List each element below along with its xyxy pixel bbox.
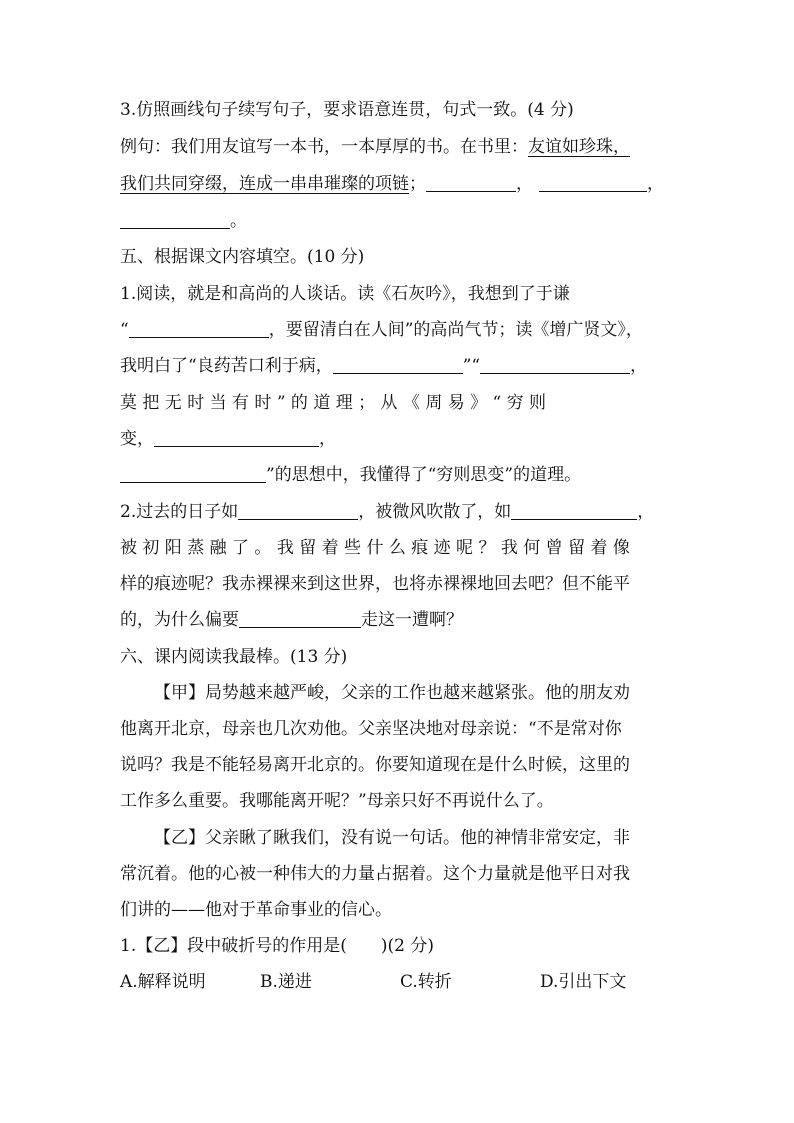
s5-blank-7[interactable] [511, 501, 637, 520]
option-b[interactable]: B.递进 [260, 972, 312, 992]
passage-jia-line2: 他离开北京，母亲也几次劝他。父亲坚决地对母亲说：“不是常对你 [120, 719, 622, 739]
q3-example-line1 [120, 135, 680, 159]
q3-example-underlined-2: 我们共同穿缀，连成一串串璀璨的项链 [120, 174, 409, 194]
q3-answer-blank-2[interactable] [539, 173, 647, 192]
section5-heading: 五、根据课文内容填空。(10 分) [120, 247, 365, 267]
s5-p1-line4: 莫 把 无 时 当 有 时 ” 的 道 理 ； 从 《 周 易 》 “ 穷 则 [120, 393, 547, 413]
s6-question-1: 1.【乙】段中破折号的作用是( )(2 分) [120, 936, 434, 956]
s5-blank-5[interactable] [120, 464, 266, 483]
q3-example-text: 例句：我们用友谊写一本书，一本厚厚的书。在书里： [120, 137, 528, 157]
s5-p2-line4: 的，为什么偏要 走这一遭啊？ [120, 610, 463, 630]
passage-yi-line1: 【乙】父亲瞅了瞅我们，没有说一句话。他的神情非常安定，非 [154, 828, 630, 848]
s5-blank-4[interactable] [154, 428, 319, 447]
s5-p2-line1: 2.过去的日子如 ，被微风吹散了，如 ， [120, 502, 655, 522]
option-d[interactable]: D.引出下文 [540, 972, 627, 992]
s5-blank-1[interactable] [129, 319, 269, 338]
passage-jia-line4: 工作多么重要。我哪能离开呢？”母亲只好不再说什么了。 [120, 791, 554, 811]
s5-blank-2[interactable] [333, 355, 463, 374]
s5-p1-line1: 1.阅读，就是和高尚的人谈话。读《石灰吟》，我想到了于谦 [120, 284, 570, 304]
s5-p2-line2: 被 初 阳 蒸 融 了 。 我 留 着 些 什 么 痕 迹 呢 ？ 我 何 曾 留 着 像 [120, 538, 630, 558]
section6-heading: 六、课内阅读我最棒。(13 分) [120, 647, 348, 667]
q3-example-line2: 我们共同穿缀，连成一串串璀璨的项链； ， ， [120, 174, 664, 194]
q3-title: 3.仿照画线句子续写句子，要求语意连贯，句式一致。(4 分) [120, 100, 574, 120]
q3-example-underlined-1: 友谊如珍珠， [528, 137, 630, 157]
q3-example-line3: 。 [120, 209, 680, 233]
s5-blank-6[interactable] [238, 501, 358, 520]
s5-p1-line5: 变， ， [120, 429, 336, 449]
s6-q1-options [120, 970, 680, 994]
option-a[interactable]: A.解释说明 [120, 972, 206, 992]
passage-jia-line1: 【甲】局势越来越严峻，父亲的工作也越来越紧张。他的朋友劝 [154, 683, 630, 703]
s5-p1-line2: “ ，要留清白在人间”的高尚气节；读《增广贤文》， [120, 320, 643, 340]
s5-p2-line3: 样的痕迹呢？我赤裸裸来到这世界，也将赤裸裸地回去吧？但不能平 [120, 574, 630, 594]
option-c[interactable]: C.转折 [400, 972, 452, 992]
q3-answer-blank-3[interactable] [120, 210, 230, 229]
s5-p1-line6: ”的思想中，我懂得了“穷则思变”的道理。 [120, 463, 680, 487]
s5-blank-3[interactable] [480, 355, 630, 374]
passage-yi-line2: 常沉着。他的心被一种伟大的力量占据着。这个力量就是他平日对我 [120, 864, 630, 884]
passage-jia-line3: 说吗？我是不能轻易离开北京的。你要知道现在是什么时候，这里的 [120, 755, 630, 775]
q3-answer-blank-1[interactable] [426, 173, 516, 192]
passage-yi-line3: 们讲的——他对于革命事业的信心。 [120, 900, 392, 920]
s5-p1-line3: 我明白了“良药苦口利于病， ”“ ， [120, 356, 648, 376]
s5-blank-8[interactable] [239, 609, 361, 628]
